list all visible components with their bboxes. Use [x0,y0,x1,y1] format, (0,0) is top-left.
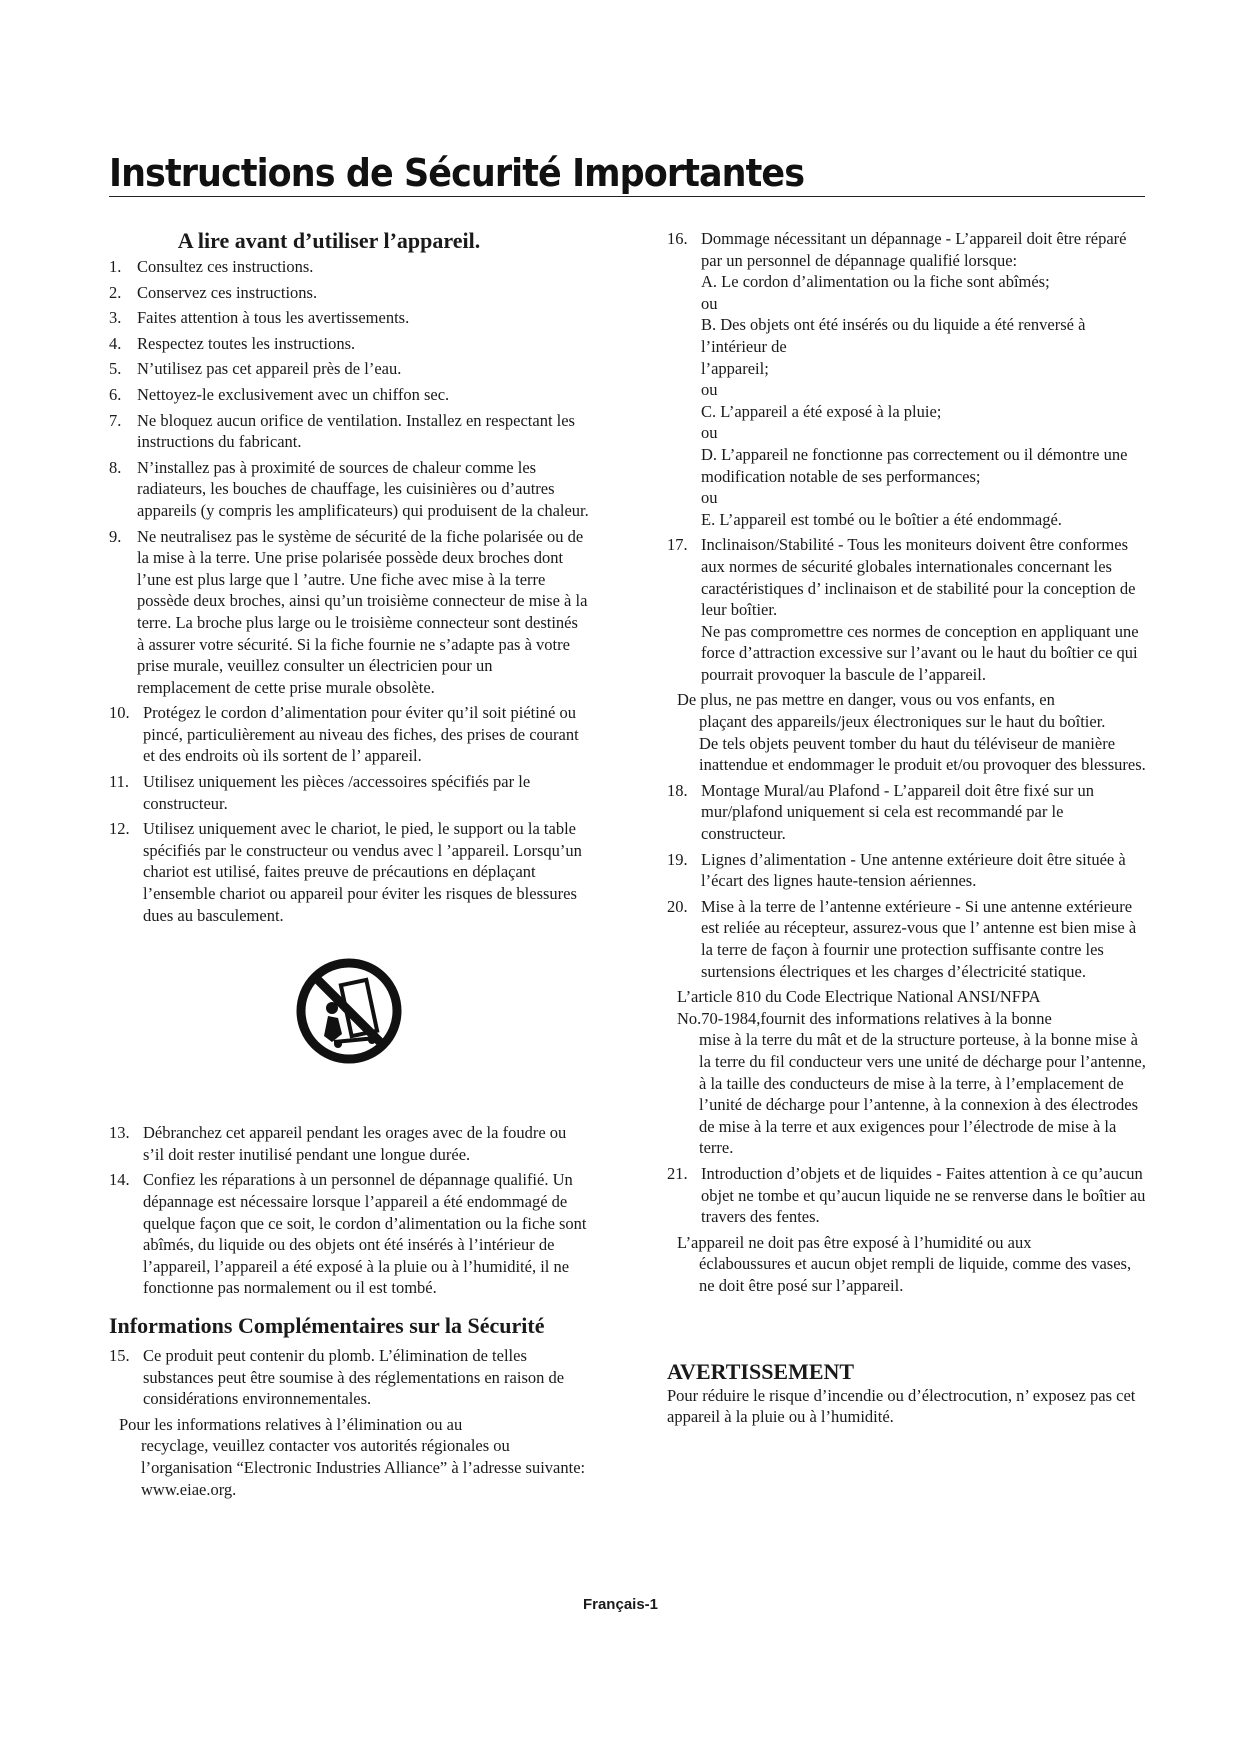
list-item: 6. Nettoyez-le exclusivement avec un chiffon sec. [109,384,450,404]
warning-text: Pour réduire le risque d’incendie ou d’électrocution, n’ exposez pas cet appareil à la pluie ou à l’humidité. [667,1385,1136,1427]
list-item: 12. Utilisez uniquement avec le chariot, le pied, le support ou la table spécifiés par le constructeur ou vendus avec l ’appareil. Lorsqu’un chariot est utilisé, faites preuve de précautions en déplaçant l’ensemble chariot ou appareil pour éviter les risques de blessures dues au basculement. [109,819,582,925]
list-item: 7. Ne bloquez aucun orifice de ventilation. Installez en respectant les instructions du fabricant. [109,410,575,452]
cart-tipover-warning-icon [294,956,404,1066]
article-paragraph: L’article 810 du Code Electrique National ANSI/NFPA No.70-1984,fournit des informations relatives à la bonne mise à la terre du mât et de la structure porteuse, à la bonne mise à la terre du fil conducteur vers une unité de décharge pour l’antenne, à la taille des conducteurs de mise à la terre, à l’emplacement de l’unité de décharge pour l’antenne, à la connexion à des électrodes de mise à la terre et aux exigences pour l’électrode de mise à la terre. [677,987,1146,1158]
list-item: 10. Protégez le cordon d’alimentation pour éviter qu’il soit piétiné ou pincé, particulièrement au niveau des fiches, des prises de courant et des endroits où ils sortent de l’ appareil. [109,703,579,766]
page-footer: Français-1 [582,1596,659,1613]
list-item: 9. Ne neutralisez pas le système de sécurité de la fiche polarisée ou de la mise à la terre. Une prise polarisée possède deux broches dont l’une est plus large que l ’autre. Une fiche avec mise à la terre possède deux broches, ainsi qu’un troisième connecteur de mise à la terre. La broche plus large ou le troisième connecteur sont destinés à assurer votre sécurité. Si la fiche fournie ne s’adapte pas à votre prise murale, veuillez consulter un électricien pour un remplacement de cette prise murale obsolète. [109,526,588,697]
cart-warning-figure [109,956,589,1066]
list-item: 5. N’utilisez pas cet appareil près de l’eau. [109,359,402,379]
info-heading: Informations Complémentaires sur la Sécurité [109,1312,545,1338]
lead-heading: A lire avant d’utiliser l’appareil. [177,228,481,253]
safety-paragraph: De plus, ne pas mettre en danger, vous ou vos enfants, en plaçant des appareils/jeux électroniques sur le haut du boîtier. De tels objets peuvent tomber du haut du téléviseur de manière inattendue et endommager le produit et/ou provoquer des blessures. [677,690,1146,775]
title-rule [109,150,1145,197]
humidity-paragraph: L’appareil ne doit pas être exposé à l’humidité ou aux éclaboussures et aucun objet rempli de liquide, comme des vases, ne doit être posé sur l’appareil. [677,1232,1132,1295]
list-item: 21. Introduction d’objets et de liquides - Faites attention à ce qu’aucun objet ne tombe et qu’aucun liquide ne se renverse dans le boîtier au travers des fentes. [667,1163,1146,1227]
list-item: 18. Montage Mural/au Plafond - L’appareil doit être fixé sur un mur/plafond uniquement si cela est recommandé par le constructeur. [667,780,1094,844]
list-item: 13. Débranchez cet appareil pendant les orages avec de la foudre ou s’il doit rester inutilisé pendant une longue durée. [109,1123,567,1164]
list-item: 17. Inclinaison/Stabilité - Tous les moniteurs doivent être conformes aux normes de sécurité globales internationales concernant les caractéristiques d’ inclinaison et de stabilité pour la conception de leur boîtier. Ne pas compromettre ces normes de conception en appliquant une force d’attraction excessive sur l’avant ou le haut du boîtier ce qui pourrait provoquer la bascule de l’appareil. [667,535,1139,684]
right-column [667,228,1147,1428]
list-item: 4. Respectez toutes les instructions. [109,333,356,353]
list-item: 3. Faites attention à tous les avertissements. [109,308,410,328]
list-item: 1. Consultez ces instructions. [109,257,314,276]
list-item: 8. N’installez pas à proximité de sources de chaleur comme les radiateurs, les bouches de chauffage, les cuisinières ou d’autres appareils (y compris les amplificateurs) qui produisent de la chaleur. [109,457,589,520]
warning-heading: AVERTISSEMENT [667,1358,855,1384]
list-item: 19. Lignes d’alimentation - Une antenne extérieure doit être située à l’écart des lignes haute-tension aériennes. [667,849,1126,891]
list-item: 20. Mise à la terre de l’antenne extérieure - Si une antenne extérieure est reliée au récepteur, assurez-vous que l’ antenne est bien mise à la terre de façon à fournir une protection suffisante contre les surtensions électriques et les charges d’électricité statique. [667,896,1137,981]
list-item: 16. Dommage nécessitant un dépannage - L’appareil doit être réparé par un personnel de dépannage qualifié lorsque: A. Le cordon d’alimentation ou la fiche sont abîmés; ou B. Des objets ont été insérés ou du liquide a été renversé à l’intérieur de l’appareil; ou C. L’appareil a été exposé à la pluie; ou D. L’appareil ne fonctionne pas correctement ou il démontre une modification notable de ses performances; ou E. L’appareil est tombé ou le boîtier a été endommagé. [667,229,1128,529]
list-item: 15. Ce produit peut contenir du plomb. L’élimination de telles substances peut être soumise à des réglementations en raison de considérations environnementales. [109,1345,565,1409]
recycle-paragraph: Pour les informations relatives à l’élimination ou au recyclage, veuillez contacter vos autorités régionales ou l’organisation “Electronic Industries Alliance” à l’adresse suivante: www.eiae.org. [119,1414,586,1499]
left-column [109,228,589,1504]
list-item: 11. Utilisez uniquement les pièces /accessoires spécifiés par le constructeur. [109,772,531,813]
list-item: 2. Conservez ces instructions. [109,282,318,302]
page-title: Instructions de Sécurité Importantes [109,151,805,195]
list-item: 14. Confiez les réparations à un personnel de dépannage qualifié. Un dépannage est nécessaire lorsque l’appareil a été endommagé de quelque façon que ce soit, le cordon d’alimentation ou la fiche sont abîmés, du liquide ou des objets ont été insérés à l’intérieur de l’appareil, l’appareil a été exposé à la pluie ou à l’humidité, il ne fonctionne pas normalement ou il est tombé. [109,1170,587,1298]
